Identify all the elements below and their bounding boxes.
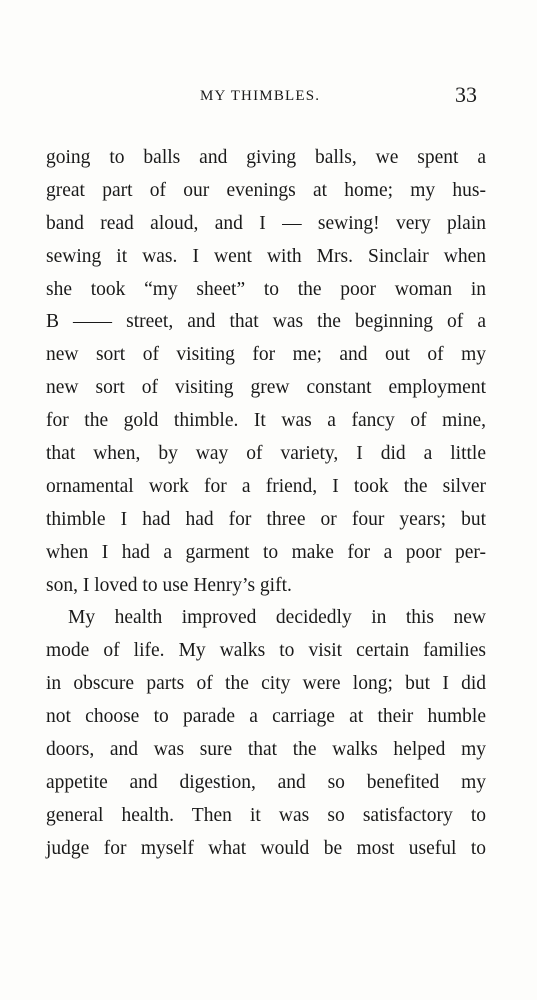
- text-line: new sort of visiting grew constant employment: [46, 377, 486, 399]
- text-line: mode of life. My walks to visit certain families: [46, 640, 486, 662]
- running-head: MY THIMBLES.: [200, 88, 321, 104]
- text-line: when I had a garment to make for a poor per-: [46, 541, 486, 563]
- text-line: great part of our evenings at home; my hus-: [46, 179, 486, 201]
- text-line: new sort of visiting for me; and out of my: [46, 344, 486, 366]
- text-line: general health. Then it was so satisfactory to: [46, 804, 486, 826]
- text-line: B —— street, and that was the beginning of a: [46, 311, 486, 333]
- paragraph-end-line: son, I loved to use Henry’s gift.: [46, 574, 292, 596]
- text-line: for the gold thimble. It was a fancy of mine,: [46, 410, 486, 432]
- text-line: appetite and digestion, and so benefited my: [46, 771, 486, 793]
- text-line: thimble I had had for three or four years; but: [46, 508, 486, 530]
- text-line: ornamental work for a friend, I took the silver: [46, 475, 486, 497]
- text-line: in obscure parts of the city were long; but I did: [46, 673, 486, 695]
- text-line: not choose to parade a carriage at their humble: [46, 706, 486, 728]
- paragraph-start-line: My health improved decidedly in this new: [68, 607, 486, 629]
- text-line: that when, by way of variety, I did a little: [46, 443, 486, 465]
- body-text: [46, 142, 486, 866]
- text-line: sewing it was. I went with Mrs. Sinclair when: [46, 245, 486, 267]
- text-line: she took “my sheet” to the poor woman in: [46, 278, 486, 300]
- text-line: going to balls and giving balls, we spent a: [46, 147, 486, 168]
- text-line: band read aloud, and I — sewing! very plain: [46, 212, 486, 234]
- text-line: judge for myself what would be most useful to: [46, 837, 486, 859]
- text-line: doors, and was sure that the walks helped my: [46, 739, 486, 761]
- page-number: 33: [455, 82, 477, 107]
